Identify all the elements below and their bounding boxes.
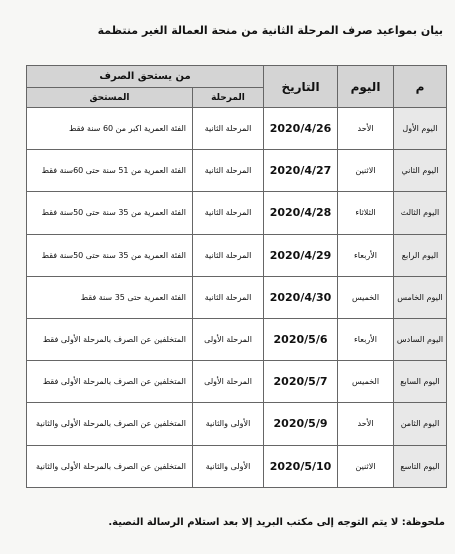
row-day-number: اليوم السابع [394,361,447,403]
row-day-number: اليوم الأول [394,108,447,150]
table-row [27,234,447,276]
row-phase: المرحلة الأولى [193,318,264,360]
row-phase: المرحلة الثانية [193,234,264,276]
row-day-number: اليوم الثامن [394,403,447,445]
row-phase: الأولى والثانية [193,445,264,487]
row-day-number: اليوم السادس [394,318,447,360]
table-row [27,150,447,192]
row-day-name: الأحد [338,108,394,150]
document-title: بيان بمواعيد صرف المرحلة الثانية من منحة العمالة الغير منتظمة [97,24,443,37]
header-eligible: المستحق [27,88,193,108]
row-date: 2020/4/27 [264,150,338,192]
row-phase: المرحلة الثانية [193,192,264,234]
row-phase: المرحلة الثانية [193,108,264,150]
row-day-name: الأحد [338,403,394,445]
row-day-name: الثلاثاء [338,192,394,234]
row-day-number: اليوم الخامس [394,276,447,318]
row-day-number: اليوم الثاني [394,150,447,192]
row-eligible: المتخلفين عن الصرف بالمرحلة الأولى والثانية [27,403,193,445]
table-row [27,361,447,403]
header-group: من يستحق الصرف [27,66,264,88]
row-day-name: الخميس [338,276,394,318]
table-row [27,403,447,445]
row-date: 2020/5/10 [264,445,338,487]
row-eligible: المتخلفين عن الصرف بالمرحلة الأولى والثانية [27,445,193,487]
row-phase: المرحلة الثانية [193,276,264,318]
header-num: م [394,66,447,108]
table-row [27,192,447,234]
schedule-table [26,65,447,488]
row-day-name: الأربعاء [338,318,394,360]
table-row [27,445,447,487]
row-phase: المرحلة الثانية [193,150,264,192]
row-eligible: الفئة العمرية من 51 سنة حتى 60سنة فقط [27,150,193,192]
row-phase: الأولى والثانية [193,403,264,445]
row-date: 2020/4/29 [264,234,338,276]
table-row [27,276,447,318]
row-eligible: الفئة العمرية من 35 سنة حتى 50سنة فقط [27,192,193,234]
row-day-number: اليوم الرابع [394,234,447,276]
row-day-name: الاثنين [338,445,394,487]
row-date: 2020/4/26 [264,108,338,150]
row-date: 2020/5/9 [264,403,338,445]
row-eligible: الفئة العمرية من 35 سنة حتى 50سنة فقط [27,234,193,276]
table-row [27,108,447,150]
header-date: التاريخ [264,66,338,108]
row-eligible: الفئة العمرية اكبر من 60 سنة فقط [27,108,193,150]
row-date: 2020/5/6 [264,318,338,360]
row-day-number: اليوم التاسع [394,445,447,487]
row-eligible: المتخلفين عن الصرف بالمرحلة الأولى فقط [27,318,193,360]
footnote: ملحوظة: لا يتم التوجه إلى مكتب البريد إلا بعد استلام الرسالة النصية. [108,517,445,528]
row-eligible: المتخلفين عن الصرف بالمرحلة الأولى فقط [27,361,193,403]
row-day-name: الأربعاء [338,234,394,276]
row-date: 2020/5/7 [264,361,338,403]
table-row [27,318,447,360]
header-day: اليوم [338,66,394,108]
header-phase: المرحلة [193,88,264,108]
row-day-name: الخميس [338,361,394,403]
row-day-name: الاثنين [338,150,394,192]
row-date: 2020/4/28 [264,192,338,234]
row-eligible: الفئة العمرية حتى 35 سنة فقط [27,276,193,318]
row-date: 2020/4/30 [264,276,338,318]
row-phase: المرحلة الأولى [193,361,264,403]
row-day-number: اليوم الثالث [394,192,447,234]
